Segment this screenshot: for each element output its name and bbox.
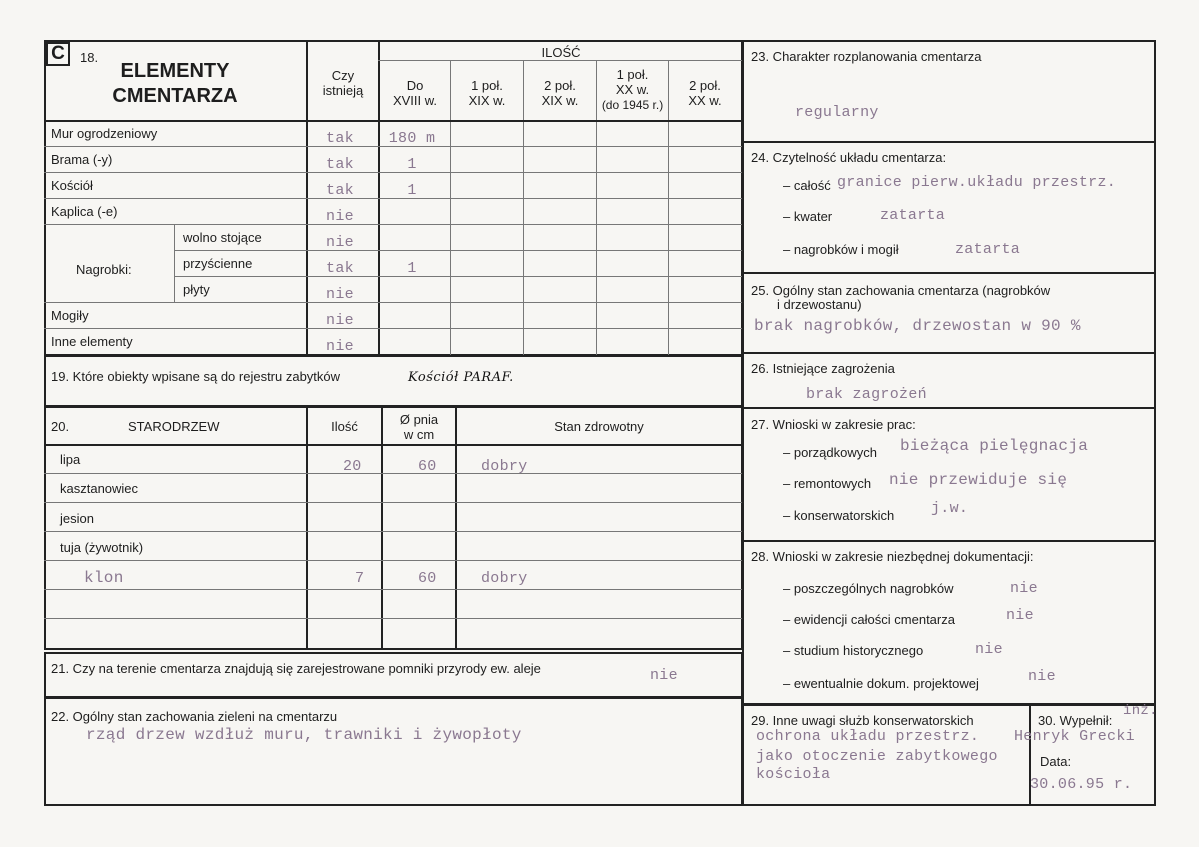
- q27-item-value: bieżąca pielęgnacja: [900, 437, 1089, 455]
- q27-item-value: j.w.: [931, 500, 969, 517]
- q27-item-label: – konserwatorskich: [783, 508, 895, 523]
- q30-title: inż.: [1123, 703, 1158, 719]
- exists-value: nie: [326, 286, 354, 303]
- q30-date-label: Data:: [1040, 754, 1072, 769]
- row-label-kaplica: Kaplica (-e): [51, 204, 118, 219]
- q30-name: Henryk Grecki: [1014, 728, 1135, 745]
- tree-diam: 60: [418, 458, 437, 475]
- q22-value: rząd drzew wzdłuż muru, trawniki i żywopłoty: [86, 726, 522, 744]
- q24-item-label: – nagrobków i mogił: [783, 242, 899, 257]
- q20-col-ilosc: Ilość: [331, 419, 358, 434]
- czy-istnieja-header: Czy istnieją: [322, 68, 364, 98]
- q27-item-label: – porządkowych: [783, 445, 877, 460]
- tree-qty: 20: [343, 458, 362, 475]
- q29-line: jako otoczenie zabytkowego: [756, 748, 998, 765]
- q21-label: 21. Czy na terenie cmentarza znajdują się zarejestrowane pomniki przyrody ew. aleje: [51, 661, 541, 676]
- q28-item-label: – studium historycznego: [783, 643, 924, 658]
- period-header-2: 1 poł. XIX w.: [468, 78, 506, 108]
- starodrzew-table: [44, 406, 743, 650]
- exists-value: tak: [326, 130, 354, 147]
- row-label-wolno-stojace: wolno stojące: [183, 230, 262, 245]
- q26-label: 26. Istniejące zagrożenia: [751, 361, 895, 376]
- tree-qty: 7: [355, 570, 365, 587]
- tree-name: kasztanowiec: [60, 481, 139, 496]
- row-label-przyscienne: przyścienne: [183, 256, 253, 271]
- row-label-plyty: płyty: [183, 282, 210, 297]
- q28-label: 28. Wnioski w zakresie niezbędnej dokumentacji:: [751, 549, 1034, 564]
- section-number: 18.: [80, 50, 99, 65]
- exists-value: tak: [326, 156, 354, 173]
- q26-value: brak zagrożeń: [806, 386, 927, 403]
- exists-value: tak: [326, 182, 354, 199]
- tree-health: dobry: [481, 570, 528, 587]
- q28-item-label: – ewidencji całości cmentarza: [783, 612, 955, 627]
- row-label-kosciol: Kościół: [51, 178, 93, 193]
- tree-health: dobry: [481, 458, 528, 475]
- section-title-line1: ELEMENTY: [120, 60, 230, 82]
- tree-name: tuja (żywotnik): [60, 540, 144, 555]
- q29-line: ochrona układu przestrz.: [756, 728, 980, 745]
- q30-date: 30.06.95 r.: [1030, 776, 1133, 793]
- section-letter: C: [51, 43, 65, 64]
- exists-value: tak: [326, 260, 354, 277]
- q29-line: kościoła: [756, 766, 831, 783]
- q20-col-stan: Stan zdrowotny: [554, 419, 644, 434]
- q27-item-label: – remontowych: [783, 476, 872, 491]
- q28-item-value: nie: [1010, 580, 1038, 597]
- q27-label: 27. Wnioski w zakresie prac:: [751, 417, 916, 432]
- q28-item-value: nie: [975, 641, 1003, 658]
- period-header-3: 2 poł. XIX w.: [541, 78, 579, 108]
- q23-value: regularny: [795, 104, 879, 121]
- q22-label: 22. Ogólny stan zachowania zieleni na cmentarzu: [51, 709, 338, 724]
- tree-name: lipa: [60, 452, 81, 467]
- q20-number: 20.: [51, 419, 70, 434]
- q25-value: brak nagrobków, drzewostan w 90 %: [754, 317, 1081, 335]
- exists-value: nie: [326, 234, 354, 251]
- row-label-inne: Inne elementy: [51, 334, 133, 349]
- q20-title: STARODRZEW: [128, 419, 220, 434]
- section-title-line2: CMENTARZA: [112, 85, 238, 107]
- nagrobki-label: Nagrobki:: [76, 262, 132, 277]
- q24-item-label: – całość: [783, 178, 831, 193]
- period-header-4: 1 poł. XX w. (do 1945 r.): [601, 67, 664, 112]
- q24-item-value: granice pierw.układu przestrz.: [837, 174, 1117, 191]
- tree-name-typed: klon: [84, 569, 124, 587]
- exists-value: nie: [326, 312, 354, 329]
- q24-label: 24. Czytelność układu cmentarza:: [751, 150, 947, 165]
- period-header-1: Do XVIII w.: [392, 78, 438, 108]
- row-label-brama: Brama (-y): [51, 152, 113, 167]
- qty-value: 1: [407, 260, 417, 277]
- tree-name: jesion: [60, 511, 94, 526]
- row-label-mur: Mur ogrodzeniowy: [51, 126, 158, 141]
- q24-item-value: zatarta: [880, 207, 946, 224]
- q29-label: 29. Inne uwagi służb konserwatorskich: [751, 713, 974, 728]
- qty-value: 1: [407, 182, 417, 199]
- row-label-mogily: Mogiły: [51, 308, 89, 323]
- q28-item-value: nie: [1028, 668, 1056, 685]
- ilosc-header: ILOŚĆ: [541, 45, 581, 60]
- qty-value: 180 m: [388, 130, 436, 147]
- q24-item-value: zatarta: [955, 241, 1021, 258]
- q30-label: 30. Wypełnił:: [1038, 713, 1113, 728]
- q20-col-pien: Ø pnia w cm: [399, 412, 439, 442]
- qty-value: 1: [407, 156, 417, 173]
- q25-label-line1: 25. Ogólny stan zachowania cmentarza (nagrobków: [751, 283, 1051, 298]
- q28-item-label: – poszczególnych nagrobków: [783, 581, 954, 596]
- q23-label: 23. Charakter rozplanowania cmentarza: [751, 49, 982, 64]
- q25-label-line2: i drzewostanu): [777, 297, 862, 312]
- q21-value: nie: [650, 667, 678, 684]
- q28-item-label: – ewentualnie dokum. projektowej: [783, 676, 979, 691]
- q28-item-value: nie: [1006, 607, 1034, 624]
- q19-label: 19. Które obiekty wpisane są do rejestru zabytków: [51, 369, 341, 384]
- q19-value: Kościół PARAF.: [408, 370, 514, 385]
- q27-item-value: nie przewiduje się: [889, 471, 1068, 489]
- period-header-5: 2 poł. XX w.: [688, 78, 722, 108]
- exists-value: nie: [326, 208, 354, 225]
- q24-item-label: – kwater: [783, 209, 833, 224]
- exists-value: nie: [326, 338, 354, 355]
- tree-diam: 60: [418, 570, 437, 587]
